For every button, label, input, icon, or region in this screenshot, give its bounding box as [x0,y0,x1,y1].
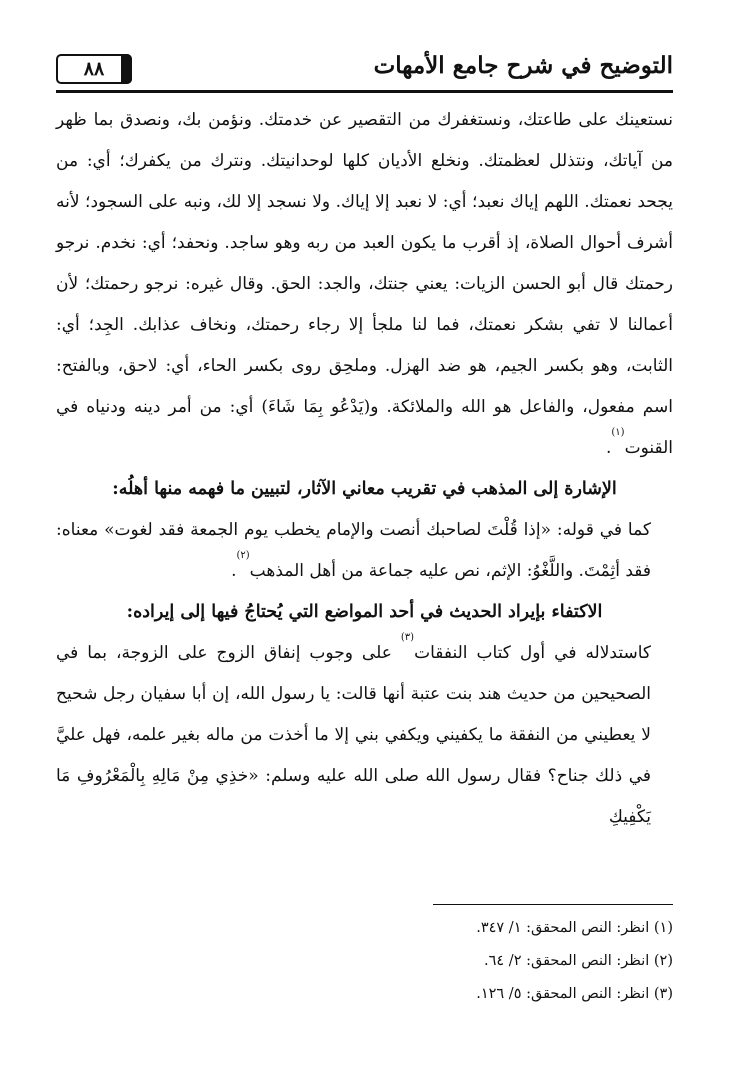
footnote-1: (١) انظر: النص المحقق: ١/ ٣٤٧. [476,920,673,936]
paragraph-qunut: نستعينك على طاعتك، ونستغفرك من التقصير عن خدمتك. ونؤمن بك، ونصدق بما ظهر من آياتك، ونتذلل لعظمتك. ونخلع الأديان كلها لوحدانيتك. ونترك من يكفرك؛ أي: من يجحد نعمتك. اللهم إياك نعبد؛ أي: لا نعبد إلا إياك. ولا نسجد إلا لك، ونبه على السجود؛ لأنه أشرف أحوال الصلاة، إذ أقرب ما يكون العبد من ربه وهو ساجد. ونحفد؛ أي: نخدم. نرجو رحمتك قال أبو الحسن الزيات: يعني جنتك، والجد: الحق. وقال غيره: نرجو رحمتك؛ لأن أعمالنا لا تفي بشكر نعمتك، فما لنا ملجأ إلا رجاء رحمتك، ونخاف عذابك. الجِد؛ أي: الثابت، وهو بكسر الجيم، هو ضد الهزل. وملحِق روى بكسر الحاء، أي: لاحق، وبالفتح: اسم مفعول، والفاعل هو الله والملائكة. و(يَدْعُو بِمَا شَاءَ) أي: من أمر دينه ودنياه في القنوت$^{(١)}$. [56,110,673,458]
paragraph-laghw: كما في قوله: «إذا قُلْتَ لصاحبك أنصت والإمام يخطب يوم الجمعة فقد لغوت» معناه: فقد أثِمْتَ. واللَّغْوُ: الإثم، نص عليه جماعة من أهل المذهب$^{(٢)}$. [56,520,651,581]
footnote-3: (٣) انظر: النص المحقق: ٥/ ١٢٦. [476,986,673,1002]
paragraph-nafaqat: كاستدلاله في أول كتاب النفقات$^{(٣)}$ على وجوب إنفاق الزوج على الزوجة، بما في الصحيحين من حديث هند بنت عتبة أنها قالت: يا رسول الله، إن أبا سفيان رجل شحيح لا يعطيني من النفقة ما يكفيني ويكفي بني إلا ما أخذت من ماله بغير علمه، فهل عليَّ في ذلك جناح؟ فقال رسول الله صلى الله عليه وسلم: «خذِي مِنْ مَالِهِ بِالْمَعْرُوفِ مَا يَكْفِيكِ [56,632,651,827]
footnote-separator [433,904,673,905]
main-text [56,100,673,838]
footnote-2: (٢) انظر: النص المحقق: ٢/ ٦٤. [484,953,673,969]
footnote-ref-2[interactable]: (٢) [236,550,250,561]
page-number: ٨٨ [56,54,132,84]
section-heading-1: الإشارة إلى المذهب في تقريب معاني الآثار، لتبيين ما فهمه منها أهلُه: [112,479,617,499]
running-title: التوضيح في شرح جامع الأمهات [373,52,673,79]
footnotes [56,912,673,1011]
footnote-ref-3[interactable]: (٣) [400,632,415,643]
section-heading-2: الاكتفاء بإيراد الحديث في أحد المواضع التي يُحتاجُ فيها إلى إيراده: [126,602,603,622]
footnote-ref-1[interactable]: (١) [611,427,625,438]
page-header [56,46,673,96]
header-rule [56,90,673,93]
